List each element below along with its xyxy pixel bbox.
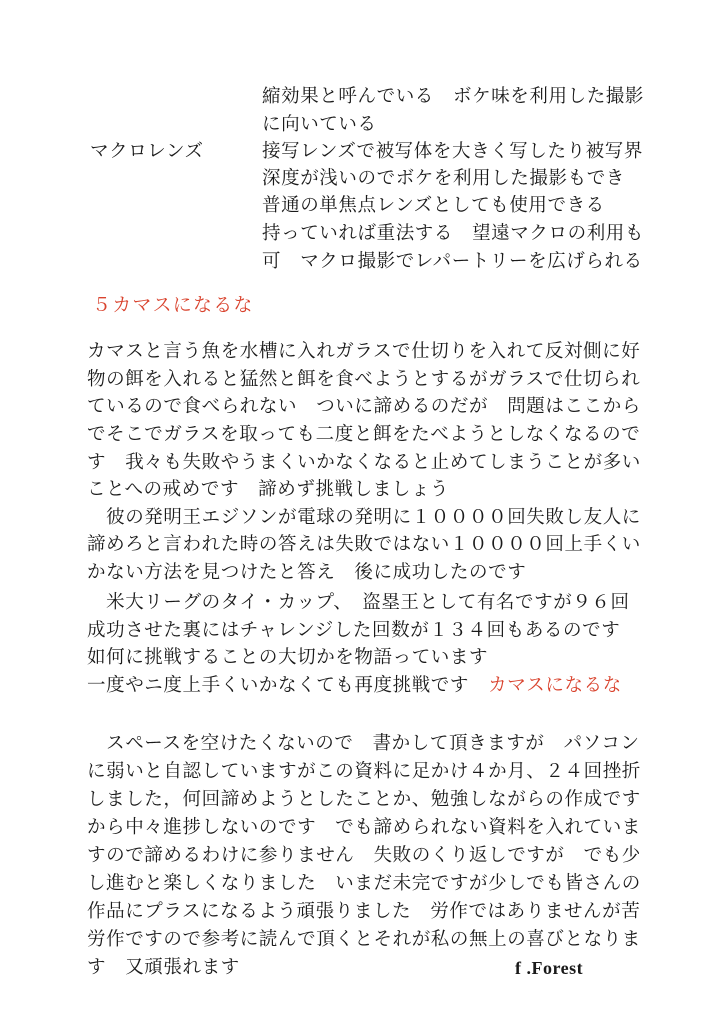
paragraph-last-line (87, 673, 622, 699)
emphasis-phrase: カマスになるな (488, 675, 622, 696)
lens-desc-line: に向いている (262, 114, 377, 135)
closing-line: し進むと楽しくなりました いまだ未完ですが少しでも皆さんの (87, 873, 641, 894)
paragraph-line: でそこでガラスを取っても二度と餌をたべようとしなくなるので (87, 424, 641, 445)
macro-desc-line: 普通の単焦点レンズとしても使用できる (262, 195, 605, 216)
macro-lens-label: マクロレンズ (90, 141, 204, 162)
closing-line: 労作ですので参考に読んで頂くとそれが私の無上の喜びとなりま (87, 929, 641, 950)
paragraph-line: 諦めろと言われた時の答えは失敗ではない１００００回上手くい (87, 534, 641, 555)
macro-desc-line: 深度が浅いのでボケを利用した撮影もでき (262, 168, 625, 189)
closing-line: に弱いと自認していますがこの資料に足かけ４か月、２４回挫折 (87, 761, 641, 782)
paragraph-line: 物の餌を入れると猛然と餌を食べようとするがガラスで仕切られ (87, 369, 641, 390)
closing-line: 作品にプラスになるよう頑張りました 労作ではありませんが苦 (87, 901, 641, 922)
paragraph-last-line-text: 一度やニ度上手くいかなくても再度挑戦です (87, 675, 489, 696)
paragraph-line: 成功させた裏にはチャレンジした回数が１３４回もあるのです (87, 620, 621, 641)
closing-line: すので諦めるわけに参りません 失敗のくり返しですが でも少 (87, 845, 641, 866)
signature: f .Forest (515, 958, 584, 978)
closing-line: スペースを空けたくないので 書かして頂きますが パソコン (87, 733, 640, 754)
closing-line: しました，何回諦めようとしたことか、勉強しながらの作成です (87, 789, 641, 810)
closing-line: から中々進捗しないのです でも諦められない資料を入れていま (87, 817, 641, 838)
paragraph-line: す 我々も失敗やうまくいかなくなると止めてしまうことが多い (87, 452, 641, 473)
macro-desc-line: 可 マクロ撮影でレパートリーを広げられる (262, 251, 643, 272)
macro-desc-line: 接写レンズで被写体を大きく写したり被写界 (262, 141, 643, 162)
paragraph-line: 彼の発明王エジソンが電球の発明に１００００回失敗し友人に (87, 507, 641, 528)
paragraph-line: カマスと言う魚を水槽に入れガラスで仕切りを入れて反対側に好 (87, 341, 641, 362)
macro-desc-line: 持っていれば重法する 望遠マクロの利用も (262, 223, 645, 244)
section-heading: ５カマスになるな (92, 294, 254, 316)
paragraph-line: ているので食べられない ついに諦めるのだが 問題はここから (87, 396, 641, 417)
closing-final-line: す 又頑張れます (87, 957, 240, 978)
paragraph-line: 如何に挑戦することの大切かを物語っています (87, 647, 489, 668)
paragraph-line: 米大リーグのタイ・カップ、 盗塁王として有名ですが９６回 (87, 592, 630, 613)
paragraph-line: ことへの戒めです 諦めず挑戦しましょう (87, 479, 450, 500)
lens-desc-line: 縮効果と呼んでいる ボケ味を利用した撮影 (262, 86, 645, 107)
paragraph-line: かない方法を見つけたと答え 後に成功したのです (87, 562, 527, 583)
